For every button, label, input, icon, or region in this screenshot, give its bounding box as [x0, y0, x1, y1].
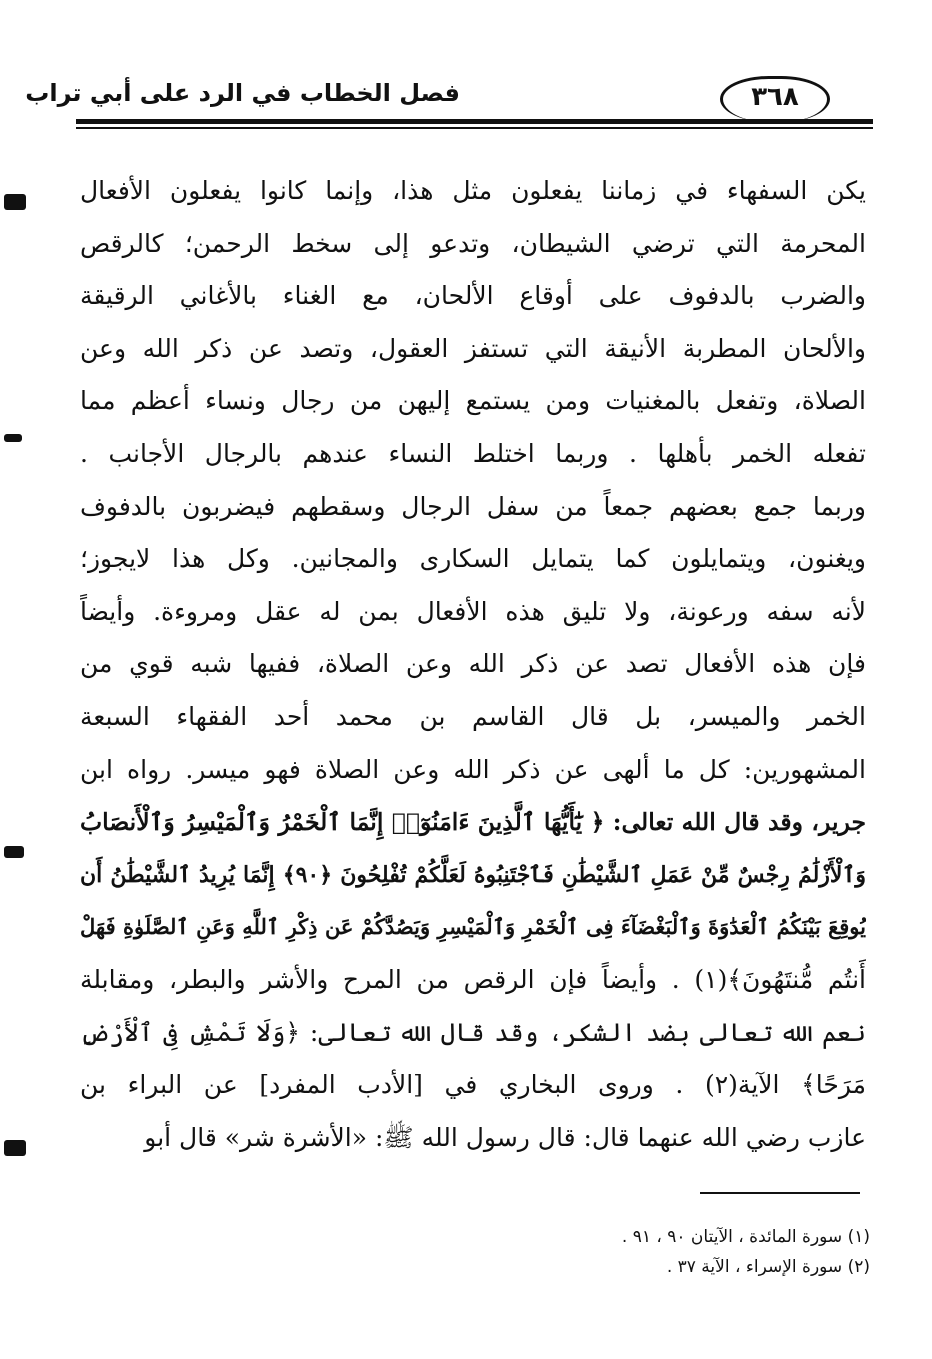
margin-mark [4, 1140, 26, 1156]
header-rule-thick [76, 119, 873, 124]
body-line: يكن السفهاء في زماننا يفعلون مثل هذا، وإنما كانوا يفعلون الأفعال [80, 176, 866, 205]
quran-verse-line: وَٱلْأَزْلَٰمُ رِجْسٌ مِّنْ عَمَلِ ٱلشَّيْطَٰنِ فَٱجْتَنِبُوهُ لَعَلَّكُمْ تُفْلِحُونَ ﴿٩٠﴾ إِنَّمَا يُرِيدُ ٱلشَّيْطَٰنُ أَن [80, 861, 866, 888]
body-line: عازب رضي الله عنهما قال: قال رسول الله ﷺ: «الأشرة شر» قال أبو [144, 1122, 866, 1152]
quran-verse-line: جرير، وقد قال الله تعالى: ﴿ يَٰٓأَيُّهَا ٱلَّذِينَ ءَامَنُوٓا۟ إِنَّمَا ٱلْخَمْرُ وَٱلْمَيْسِرُ وَٱلْأَنصَابُ [80, 808, 866, 837]
body-line: تفعله الخمر بأهلها . وربما اختلط النساء عندهم بالرجال الأجانب . [80, 438, 866, 468]
body-line: ويغنون، ويتمايلون كما يتمايل السكارى والمجانين. وكل هذا لايجوز؛ [80, 544, 866, 574]
footnotes [400, 1222, 870, 1282]
header-rule-thin [76, 127, 873, 129]
footnote-separator [700, 1192, 860, 1194]
running-title: فصل الخطاب في الرد على أبي تراب [25, 79, 460, 107]
margin-mark [4, 194, 26, 210]
margin-mark [4, 846, 24, 858]
body-line: المحرمة التي ترضي الشيطان، وتدعو إلى سخط الرحمن؛ كالرقص [80, 228, 866, 258]
footnote: (١) سورة المائدة ، الآيتان ٩٠ ، ٩١ . [621, 1227, 870, 1247]
body-line: لأنه سفه ورعونة، ولا تليق هذه الأفعال بمن له عقل ومروءة. وأيضاً [80, 596, 866, 626]
body-line: الصلاة، وتفعل بالمغنيات ومن يستمع إليهن من رجال ونساء أعظم مما [80, 386, 866, 416]
body-line: والضرب بالدفوف على أوقاع الألحان، مع الغناء بالأغاني الرقيقة [80, 281, 866, 311]
body-text [80, 165, 866, 1164]
body-line: فإن هذه الأفعال تصد عن ذكر الله وعن الصلاة، ففيها شبه قوي من [80, 649, 866, 679]
quran-verse-line: يُوقِعَ بَيْنَكُمُ ٱلْعَدَٰوَةَ وَٱلْبَغْضَآءَ فِى ٱلْخَمْرِ وَٱلْمَيْسِرِ وَيَصُدَّكُمْ عَن ذِكْرِ ٱللَّهِ وَعَنِ ٱلصَّلَوٰةِ فَهَلْ [80, 914, 866, 940]
body-line: والألحان المطربة الأنيقة التي تستفز العقول، وتصد عن ذكر الله وعن [80, 333, 866, 363]
page-number: ٣٦٨ [751, 82, 799, 112]
footnote: (٢) سورة الإسراء ، الآية ٣٧ . [666, 1257, 870, 1277]
margin-mark [4, 434, 22, 442]
body-line: المشهورين: كل ما ألهى عن ذكر الله وعن الصلاة فهو ميسر. رواه ابن [80, 754, 866, 784]
body-line: أَنتُم مُّنتَهُونَ﴾(١) . وأيضاً فإن الرقص من المرح والأشر والبطر، ومقابلة [80, 964, 866, 994]
body-line: الخمر والميسر، بل قال القاسم بن محمد أحد الفقهاء السبعة [80, 701, 866, 731]
body-line: مَرَحًا﴾ الآية(٢) . وروى البخاري في [الأدب المفرد] عن البراء بن [80, 1070, 866, 1100]
body-line: وربما جمع بعضهم جمعاً من سفل الرجال وسقطهم فيضربون بالدفوف [80, 491, 866, 521]
body-line: نعم الله تعالى بضد الشكر، وقد قال الله تعالى: ﴿وَلَا تَمْشِ فِى ٱلْأَرْضِ [80, 1017, 866, 1047]
